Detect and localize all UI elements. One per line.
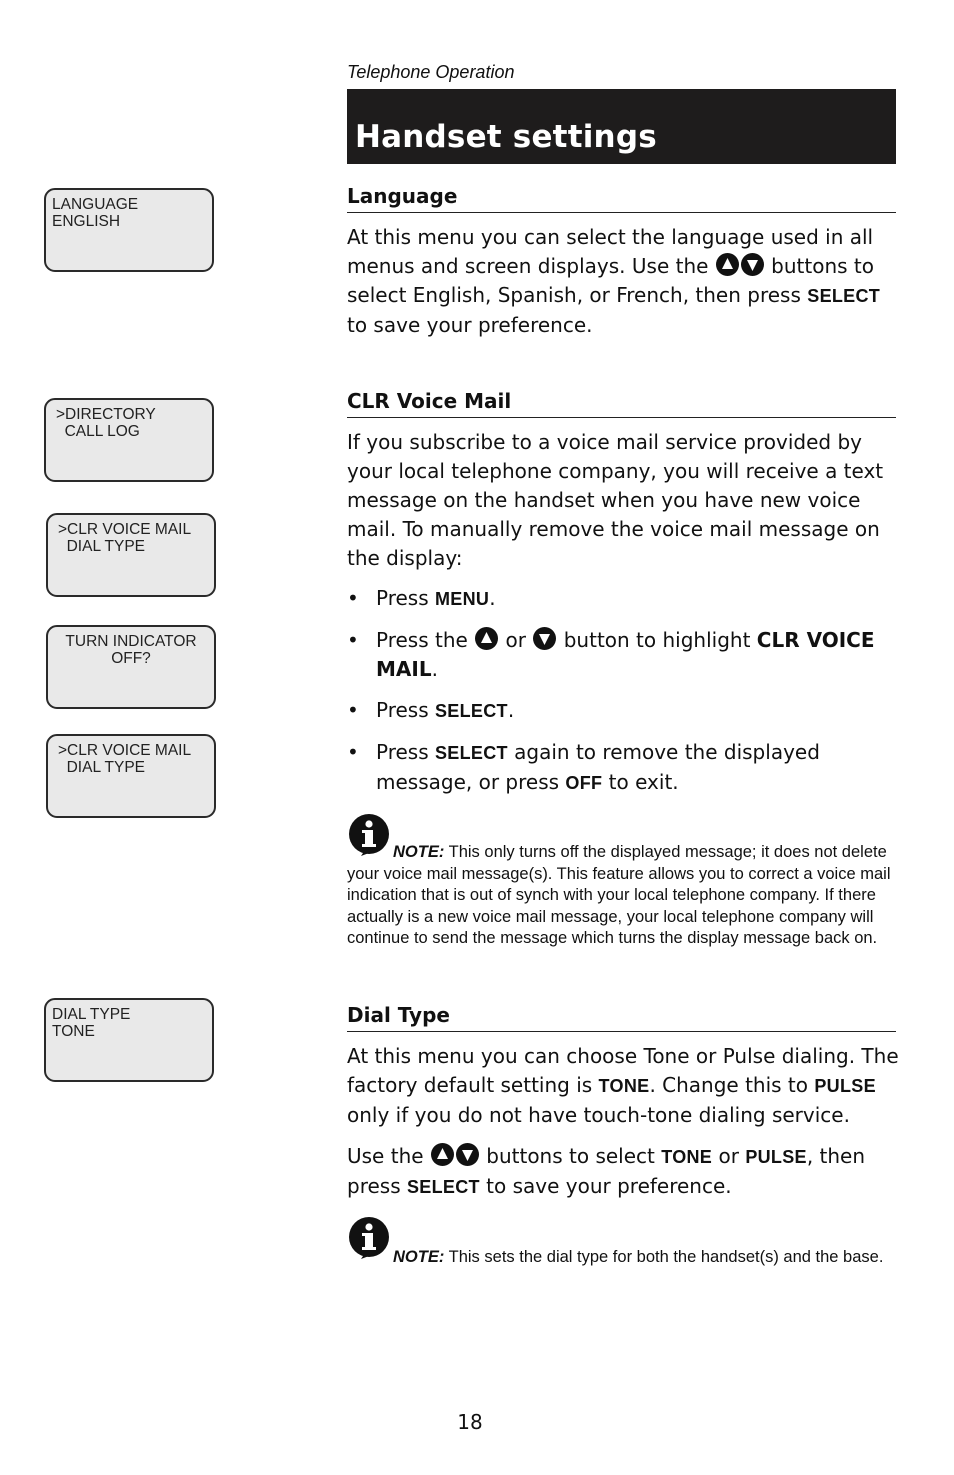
pulse-key-label: PULSE [745,1147,807,1167]
lcd-line: OFF? [111,650,151,667]
text-span: or [505,628,527,652]
bullet: • [347,698,359,722]
list-item [347,584,899,614]
lcd-line: CALL LOG [56,423,140,440]
lcd-line: >DIRECTORY [56,406,156,423]
note-text: This sets the dial type for both the handset(s) and the base. [448,1248,884,1266]
menu-option-label: CLR VOICE MAIL [376,628,875,681]
lcd-line: >CLR VOICE MAIL [58,742,192,759]
text-span: . [431,657,438,681]
tone-key-label: TONE [598,1076,650,1096]
text-span: buttons to select [486,1144,655,1168]
lcd-line: ENGLISH [52,213,121,230]
up-arrow-button-icon [716,253,739,276]
bullet: • [347,628,359,652]
down-arrow-button-icon [533,627,556,650]
select-key-label: SELECT [435,743,508,763]
select-key-label: SELECT [807,286,881,306]
off-key-label: OFF [565,773,603,793]
section-heading-dial-type: Dial Type [347,1001,896,1032]
page-number: 18 [457,1410,483,1434]
down-arrow-button-icon [456,1143,479,1166]
bullet: • [347,586,359,610]
text-span: , then press [347,1144,866,1198]
note-text: This only turns off the displayed message; it does not delete your voice mail message(s). This feature allows you to correct a voice mail indication that is out of synch with your local telephone company. If there actually is a new voice mail message, your local telephone company will continue to send the message which turns the display message back on. [347,843,891,947]
lcd-line: TURN INDICATOR [65,633,197,650]
lcd-screen-dial-type [44,998,214,1082]
up-arrow-button-icon [431,1143,454,1166]
text-span: buttons to select English, Spanish, or French, then press [347,254,874,307]
list-item [347,626,899,684]
list-item [347,738,899,798]
text-span: At this menu you can select the language used in all menus and screen displays. Use the [347,225,874,278]
lcd-line: LANGUAGE [52,196,139,213]
select-key-label: SELECT [406,1177,480,1197]
menu-key-label: MENU [435,589,490,609]
text-span: to save your preference. [486,1174,732,1198]
pulse-key-label: PULSE [814,1076,876,1096]
text-span: again to remove the displayed message, or press [376,740,820,794]
text-span: . Change this to [649,1073,809,1097]
clr-voice-mail-intro: If you subscribe to a voice mail service provided by your local telephone company, you will receive a text message on the handset when you have new voice mail. To manually remove the voice mail message on the display: [347,430,884,570]
lcd-screen-clr-voice-mail-2 [46,734,216,818]
lcd-screen-clr-voice-mail [46,513,216,597]
text-span: only if you do not have touch-tone dialing service. [347,1103,850,1127]
dial-type-paragraph-2 [347,1142,899,1202]
section-heading-clr-voice-mail: CLR Voice Mail [347,387,896,418]
dial-type-body [347,1042,899,1202]
note-dial-type [347,1247,899,1269]
text-span: button to highlight [563,628,751,652]
text-span: Press [376,698,429,722]
lcd-screen-turn-indicator [46,625,216,709]
dial-type-paragraph-1 [347,1042,899,1130]
down-arrow-button-icon [741,253,764,276]
note-label: NOTE: [393,1248,445,1266]
lcd-line: DIAL TYPE [58,538,146,555]
title-bar [347,89,896,164]
note-clr-voice-mail [347,842,899,950]
text-span: At this menu you can choose Tone or Pulse dialing. The factory default setting is [347,1044,899,1097]
note-label: NOTE: [393,843,445,861]
lcd-line: DIAL TYPE [58,759,146,776]
text-span: to save your preference. [347,313,593,337]
text-span: or [718,1144,739,1168]
up-arrow-button-icon [475,627,498,650]
select-key-label: SELECT [435,701,508,721]
list-item [347,696,899,726]
page-title: Handset settings [355,119,657,155]
text-span: Press [376,740,429,764]
text-span: to exit. [608,770,679,794]
lcd-screen-language [44,188,214,272]
text-span: Press [376,586,429,610]
text-span: Press the [376,628,468,652]
lcd-line: >CLR VOICE MAIL [58,521,192,538]
lcd-line: TONE [52,1023,95,1040]
text-span: . [489,586,496,610]
text-span: . [507,698,515,722]
section-heading-language: Language [347,182,896,213]
language-paragraph [347,223,899,340]
text-span: Use the [347,1144,424,1168]
bullet: • [347,740,359,764]
lcd-line: DIAL TYPE [52,1006,131,1023]
clr-voice-mail-steps [347,584,899,798]
running-head: Telephone Operation [347,62,515,82]
clr-voice-mail-body [347,428,899,810]
tone-key-label: TONE [661,1147,713,1167]
lcd-screen-directory [44,398,214,482]
